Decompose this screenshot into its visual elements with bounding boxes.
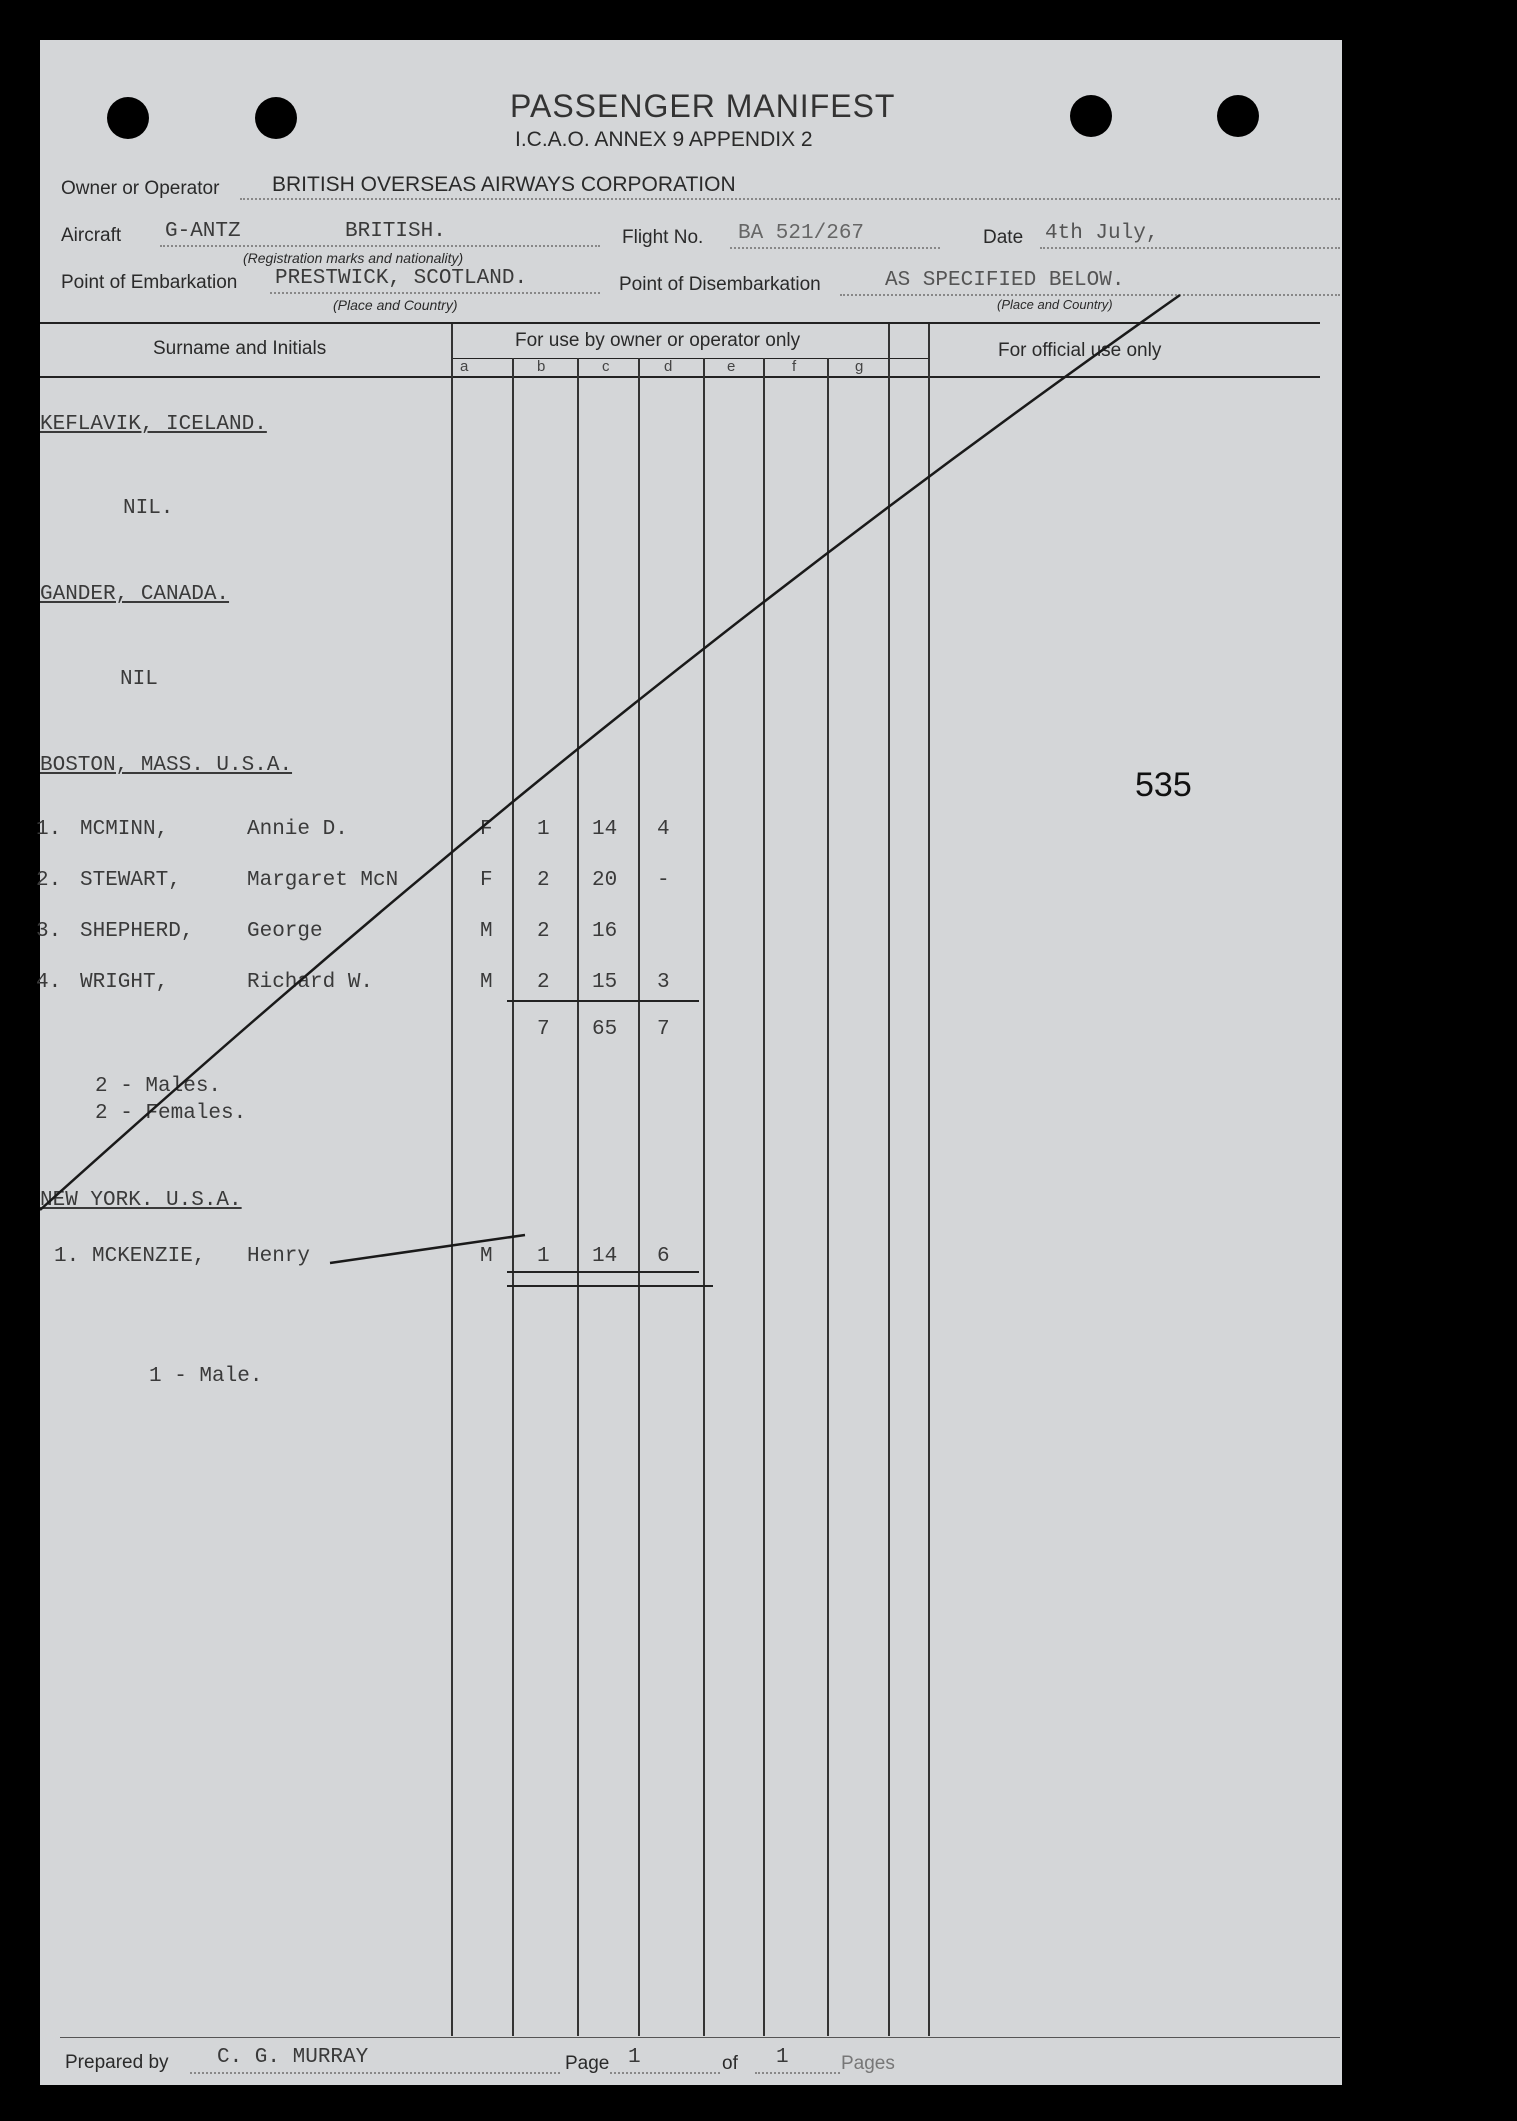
table-top-rule xyxy=(40,322,1320,324)
total-rule xyxy=(507,1285,713,1287)
total-rule xyxy=(507,1000,699,1002)
aircraft-registration: G-ANTZ xyxy=(165,220,241,243)
summary-line: 2 - Males. xyxy=(95,1075,222,1098)
handwritten-number: 535 xyxy=(1135,766,1192,804)
page-title: PASSENGER MANIFEST xyxy=(510,88,896,124)
column-divider xyxy=(827,358,829,2036)
dotted-rule xyxy=(610,2072,720,2074)
cell-a: F xyxy=(480,869,493,892)
dotted-rule xyxy=(160,245,600,247)
cell-c: 15 xyxy=(592,971,618,994)
cell-a: M xyxy=(480,1245,493,1268)
footer-rule xyxy=(60,2037,1340,2038)
row-number: 1. xyxy=(36,818,62,841)
cell-c: 20 xyxy=(592,869,618,892)
row-number: 2. xyxy=(36,869,62,892)
aircraft-label: Aircraft xyxy=(61,225,122,246)
column-letter: a xyxy=(460,358,469,375)
owner-label: Owner or Operator xyxy=(61,178,220,199)
date-value: 4th July, xyxy=(1045,222,1159,245)
cell-b: 2 xyxy=(537,869,550,892)
column-divider xyxy=(763,358,765,2036)
dotted-rule xyxy=(240,198,1340,200)
cell-b: 1 xyxy=(537,1245,550,1268)
passenger-given-names: Margaret McN xyxy=(247,869,399,892)
disembarkation-note: (Place and Country) xyxy=(997,297,1113,312)
row-number: 3. xyxy=(36,920,62,943)
total-c: 65 xyxy=(592,1018,618,1041)
passenger-given-names: Henry xyxy=(247,1245,311,1268)
destination-heading: GANDER, CANADA. xyxy=(40,583,230,606)
total-pages: 1 xyxy=(776,2046,789,2069)
passenger-surname: MCKENZIE, xyxy=(92,1245,206,1268)
punch-hole xyxy=(107,97,149,139)
column-divider xyxy=(888,324,890,2036)
dotted-rule xyxy=(270,292,600,294)
embarkation-label: Point of Embarkation xyxy=(61,272,238,293)
column-divider xyxy=(512,358,514,2036)
cell-d: 4 xyxy=(657,818,670,841)
cell-c: 16 xyxy=(592,920,618,943)
destination-heading: KEFLAVIK, ICELAND. xyxy=(40,413,267,436)
punch-hole xyxy=(1217,95,1259,137)
summary-line: 1 - Male. xyxy=(149,1365,263,1388)
row-number: 4. xyxy=(36,971,62,994)
section-note: NIL. xyxy=(123,497,174,520)
destination-heading: NEW YORK. U.S.A. xyxy=(40,1189,242,1212)
punch-hole xyxy=(255,97,297,139)
column-divider xyxy=(451,324,453,2036)
passenger-surname: STEWART, xyxy=(80,869,181,892)
embarkation-value: PRESTWICK, SCOTLAND. xyxy=(275,267,528,290)
row-number: 1. xyxy=(54,1245,80,1268)
column-divider xyxy=(703,358,705,2036)
page-label: Page xyxy=(565,2053,610,2074)
passenger-given-names: Annie D. xyxy=(247,818,348,841)
cell-b: 1 xyxy=(537,818,550,841)
date-label: Date xyxy=(983,227,1024,248)
of-label: of xyxy=(722,2053,738,2074)
cell-b: 2 xyxy=(537,971,550,994)
manifest-sheet xyxy=(36,40,1342,2085)
surname-column-header: Surname and Initials xyxy=(153,338,327,359)
disembarkation-value: AS SPECIFIED BELOW. xyxy=(885,269,1125,292)
dotted-rule xyxy=(1040,247,1340,249)
dotted-rule xyxy=(840,294,1340,296)
column-divider xyxy=(577,358,579,2036)
prepared-by-value: C. G. MURRAY xyxy=(217,2046,369,2069)
owner-use-column-header: For use by owner or operator only xyxy=(515,330,801,351)
cell-a: F xyxy=(480,818,493,841)
prepared-by-label: Prepared by xyxy=(65,2052,169,2073)
cell-d: - xyxy=(657,869,670,892)
column-letter: f xyxy=(792,358,797,375)
cell-b: 2 xyxy=(537,920,550,943)
page-number: 1 xyxy=(628,2046,641,2069)
column-divider xyxy=(928,324,930,2036)
total-d: 7 xyxy=(657,1018,670,1041)
destination-heading: BOSTON, MASS. U.S.A. xyxy=(40,754,293,777)
passenger-given-names: Richard W. xyxy=(247,971,374,994)
passenger-given-names: George xyxy=(247,920,323,943)
column-letter: d xyxy=(664,358,673,375)
embarkation-note: (Place and Country) xyxy=(333,297,458,313)
cell-a: M xyxy=(480,971,493,994)
flight-label: Flight No. xyxy=(622,227,704,248)
pages-label: Pages xyxy=(841,2053,895,2074)
registration-note: (Registration marks and nationality) xyxy=(243,250,464,266)
cell-c: 14 xyxy=(592,1245,618,1268)
column-letter: c xyxy=(602,358,610,375)
page-subtitle: I.C.A.O. ANNEX 9 APPENDIX 2 xyxy=(515,128,813,151)
disembarkation-label: Point of Disembarkation xyxy=(619,274,821,295)
summary-line: 2 - Females. xyxy=(95,1102,247,1125)
section-note: NIL xyxy=(120,668,158,691)
dotted-rule xyxy=(190,2072,560,2074)
column-letter: g xyxy=(855,358,864,375)
table-header-bottom-rule xyxy=(40,376,1320,378)
cell-c: 14 xyxy=(592,818,618,841)
passenger-surname: WRIGHT, xyxy=(80,971,169,994)
cell-a: M xyxy=(480,920,493,943)
dotted-rule xyxy=(755,2072,840,2074)
dotted-rule xyxy=(730,247,940,249)
column-divider xyxy=(638,358,640,2036)
official-use-column-header: For official use only xyxy=(998,340,1162,361)
column-letter: e xyxy=(727,358,736,375)
total-b: 7 xyxy=(537,1018,550,1041)
passenger-surname: SHEPHERD, xyxy=(80,920,194,943)
column-letter: b xyxy=(537,358,546,375)
aircraft-nationality: BRITISH. xyxy=(345,220,446,243)
flight-number: BA 521/267 xyxy=(738,222,865,245)
total-rule xyxy=(507,1271,699,1273)
strike-line xyxy=(330,1235,525,1263)
cell-d: 6 xyxy=(657,1245,670,1268)
cell-d: 3 xyxy=(657,971,670,994)
owner-value: BRITISH OVERSEAS AIRWAYS CORPORATION xyxy=(272,173,736,196)
punch-hole xyxy=(1070,95,1112,137)
passenger-surname: MCMINN, xyxy=(80,818,169,841)
